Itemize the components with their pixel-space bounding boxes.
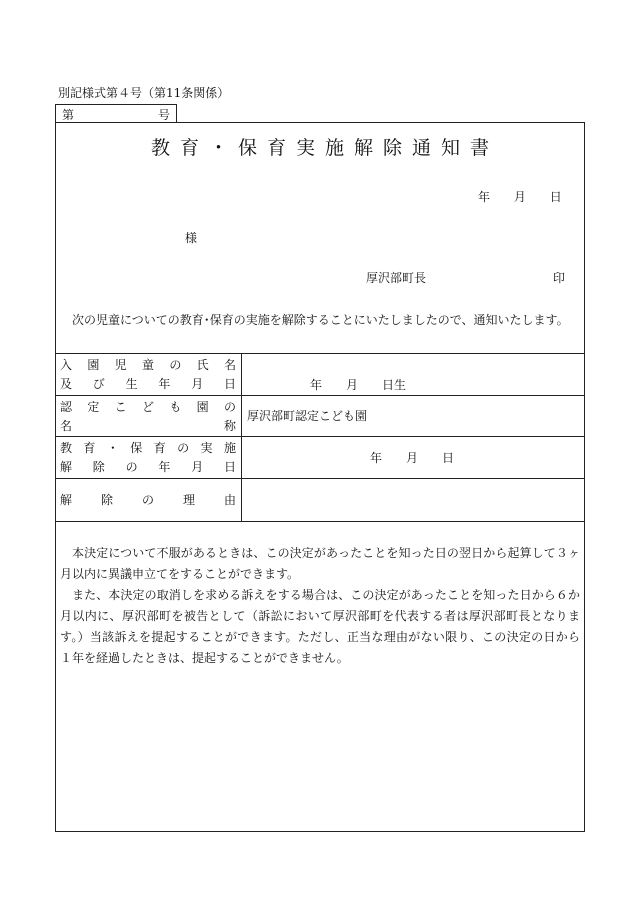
document-frame: [55, 122, 585, 832]
document-title: 教育・保育実施解除通知書: [150, 137, 499, 159]
notice-text: 次の児童についての教育･保育の実施を解除することにいたしましたので、通知いたします。: [72, 313, 569, 327]
recipient-honorific: 様: [185, 231, 198, 245]
date-month: 月: [513, 190, 526, 204]
label-birthdate: 及び生年月日: [60, 377, 236, 391]
label-release-reason: 解除の理由: [60, 493, 236, 507]
document-number-box: [55, 104, 177, 122]
label-child-name: 入園児童の氏名: [60, 358, 236, 372]
seal-mark: 印: [553, 271, 566, 285]
label-facility-name: 名 称: [60, 419, 236, 433]
label-facility: 認定こども園の: [60, 400, 236, 414]
appeal-paragraph-2: また、本決定の取消しを求める訴えをする場合は、この決定があったことを知った日から６か月以内に、厚沢部町を被告として（訴訟において厚沢部町を代表する者は厚沢部町長となります。）当該訴えを提起することができます。ただし、正当な理由がない限り、この決定の日から１年を経過したときは、提起することができません。: [60, 588, 580, 665]
value-facility-name: 厚沢部町認定こども園: [247, 409, 368, 423]
number-suffix: 号: [157, 108, 170, 122]
value-birthdate: 年 月 日生: [310, 378, 407, 392]
table-row-divider: [55, 478, 585, 479]
date-day: 日: [549, 190, 562, 204]
issuer-name: 厚沢部町長: [366, 271, 427, 285]
number-prefix: 第: [62, 108, 75, 122]
table-top-border: [55, 353, 585, 354]
appeal-paragraph-1: 本決定について不服があるときは、この決定があったことを知った日の翌日から起算して３ヶ月以内に異議申立てをすることができます。: [60, 546, 580, 581]
value-release-date: 年 月 日: [370, 451, 455, 465]
issue-date: [478, 188, 562, 205]
table-column-divider: [241, 353, 242, 521]
table-row-divider: [55, 395, 585, 396]
label-release-date: 教育・保育の実施: [60, 441, 236, 455]
date-year: 年: [478, 190, 491, 204]
table-row-divider: [55, 436, 585, 437]
table-bottom-border: [55, 521, 585, 522]
form-label: 別記様式第４号（第11条関係）: [58, 86, 230, 100]
label-release-date-line2: 解除の年月日: [60, 460, 236, 474]
